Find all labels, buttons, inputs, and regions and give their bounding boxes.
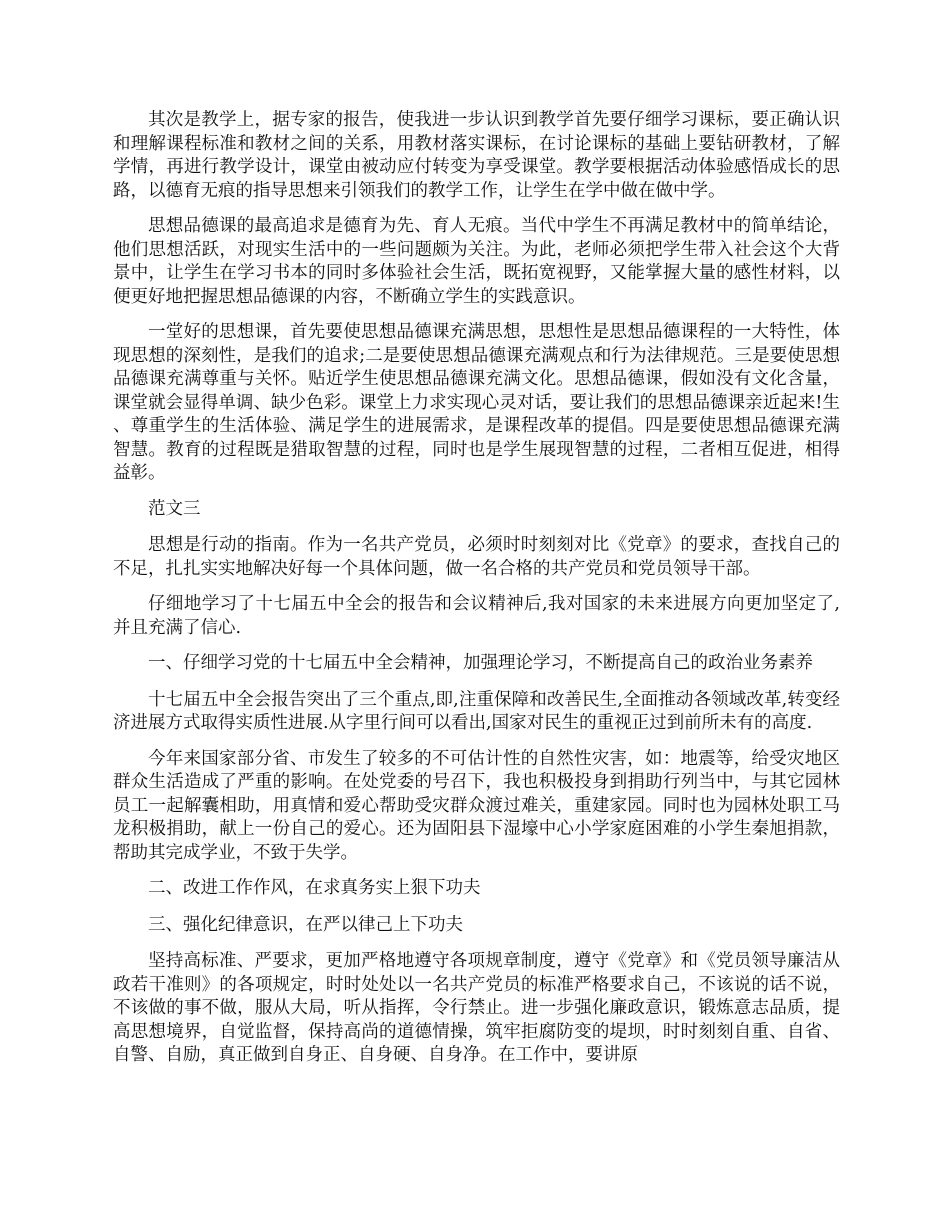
paragraph-disaster-donation: 今年来国家部分省、市发生了较多的不可估计性的自然性灾害，如：地震等，给受灾地区群众生活造成了严重的影响。在处党委的号召下，我也积极投身到捐助行列当中，与其它园林员工一起解囊相助，用真情和爱心帮助受灾群众渡过难关，重建家园。同时也为园林处职工马龙积极捐助，献上一份自己的爱心。还为固阳县下湿壕中心小学家庭困难的小学生秦旭捐款，帮助其完成学业，不致于失学。 xyxy=(113,748,840,863)
section-heading-two: 二、改进工作作风，在求真务实上狠下功夫 xyxy=(148,878,481,898)
section-heading-one: 一、仔细学习党的十七届五中全会精神，加强理论学习，不断提高自己的政治业务素养 xyxy=(148,653,813,673)
paragraph-thought-guide: 思想是行动的指南。作为一名共产党员，必须时时刻刻对比《党章》的要求，查找自己的不足，扎扎实实地解决好每一个具体问题，做一名合格的共产党员和党员领导干部。 xyxy=(113,535,840,579)
paragraph-moral-education-goal: 思想品德课的最高追求是德育为先、育人无痕。当代中学生不再满足教材中的简单结论，他们思想活跃，对现实生活中的一些问题颇为关注。为此，老师必须把学生带入社会这个大背景中，让学生在学习书本的同时多体验社会生活，既拓宽视野，又能掌握大量的感性材料，以便更好地把握思想品德课的内容，不断确立学生的实践意识。 xyxy=(113,216,840,307)
section-heading-sample-three: 范文三 xyxy=(148,498,201,519)
paragraph-teaching-method: 其次是教学上，据专家的报告，使我进一步认识到教学首先要仔细学习课标，要正确认识和理解课程标准和教材之间的关系，用教材落实课标，在讨论课标的基础上要钻研教材，了解学情，再进行教学设计，课堂由被动应付转变为享受课堂。教学要根据活动体验感悟成长的思路，以德育无痕的指导思想来引领我们的教学工作，让学生在学中做在做中学。 xyxy=(113,110,840,201)
paragraph-good-lesson: 一堂好的思想课，首先要使思想品德课充满思想，思想性是思想品德课程的一大特性，体现思想的深刻性，是我们的追求;二是要使思想品德课充满观点和行为法律规范。三是要使思想品德课充满尊重与关怀。贴近学生使思想品德课充满文化。思想品德课，假如没有文化含量，课堂就会显得单调、缺少色彩。课堂上力求实现心灵对话，要让我们的思想品德课亲近起来!生、尊重学生的生活体验、满足学生的进展需求，是课程改革的提倡。四是要使思想品德课充满智慧。教育的过程既是猎取智慧的过程，同时也是学生展现智慧的过程，二者相互促进，相得益彰。 xyxy=(113,322,840,483)
section-heading-three: 三、强化纪律意识，在严以律己上下功夫 xyxy=(148,914,463,935)
paragraph-discipline: 坚持高标准、严要求，更加严格地遵守各项规章制度，遵守《党章》和《党员领导廉洁从政若干准则》的各项规定，时时处处以一名共产党员的标准严格要求自己，不该说的话不说，不该做的事不做，服从大局，听从指挥，令行禁止。进一步强化廉政意识，锻炼意志品质，提高思想境界，自觉监督，保持高尚的道德情操，筑牢拒腐防变的堤坝，时时刻刻自重、自省、自警、自励，真正做到自身正、自身硬、自身净。在工作中，要讲原 xyxy=(113,951,840,1065)
paragraph-plenary-focus: 十七届五中全会报告突出了三个重点,即,注重保障和改善民生,全面推动各领域改革,转变经济进展方式取得实质性进展.从字里行间可以看出,国家对民生的重视正过到前所未有的高度. xyxy=(113,689,840,733)
paragraph-study-report: 仔细地学习了十七届五中全会的报告和会议精神后,我对国家的未来进展方向更加坚定了,并且充满了信心. xyxy=(113,594,840,638)
document-body xyxy=(113,109,840,1080)
